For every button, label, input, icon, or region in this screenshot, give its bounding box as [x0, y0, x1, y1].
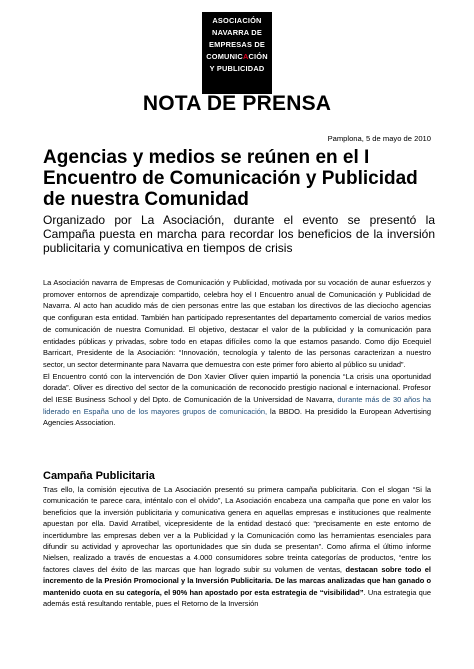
logo-line-4-b: CIÓN [248, 52, 268, 61]
release-date: Pamplona, 5 de mayo de 2010 [327, 134, 431, 143]
logo-line-3: EMPRESAS DE [209, 40, 265, 49]
ponencia-text-a: El Encuentro contó con la intervención de Don Xavier Oliver quien impartió la ponencia “La crisis una oportunidad dorada”. Oliver es directivo del sector de la comunicación de reconocido prestigio nacional e internacional. Profesor del IESE Business School y del Dpto. de Comunicación de la Universidad de Navarra, [43, 371, 431, 405]
logo-line-4-a: COMUNIC [206, 52, 243, 61]
headline: Agencias y medios se reúnen en el I Encuentro de Comunicación y Publicidad de nuestra Comunidad [43, 147, 418, 210]
logo-line-4 [202, 51, 272, 63]
subheadline: Organizado por La Asociación, durante el evento se presentó la Campaña puesta en marcha para recordar los beneficios de la inversión publicitaria y comunicativa en tiempos de crisis [43, 213, 435, 255]
logo-line-1: ASOCIACIÓN [212, 16, 262, 25]
body-campana [43, 484, 431, 609]
logo-line-5: Y PUBLICIDAD [209, 64, 265, 73]
body-intro [43, 277, 431, 429]
logo-accent-letter: A [242, 52, 249, 61]
press-release-title: NOTA DE PRENSA [142, 92, 332, 115]
campana-text-2: . Una estrategia que además está resultando rentable, pues el Retorno de la Inversión [43, 587, 431, 609]
campana-bold-text: destacan sobre todo el incremento de la Presión Promocional y la Inversión Publicitaria. De las marcas analizadas que han ganado o mantenido cuota en su categoría, el 90% han apostado por esta estrategia de “visibilidad” [43, 564, 431, 597]
paragraph-ponencia [43, 371, 431, 430]
ponencia-text-b: la BBDO. Ha presidido la European Advertising Agencies Association. [43, 406, 432, 428]
section-title-campana: Campaña Publicitaria [43, 470, 155, 482]
paragraph-encuentro: La Asociación navarra de Empresas de Comunicación y Publicidad, motivada por su vocación de aunar esfuerzos y promover entornos de aprendizaje compartido, celebra hoy el I Encuentro anual de Comunicación y Publicidad de Navarra. Al acto han acudido más de cien personas entre las que estaban los directivos de las dieciocho agencias que configuran esta entidad. También han participado representantes del departamento comercial de varios medios de comunicación de nuestra Comunidad. El objetivo, destacar el valor de la publicidad y la comunicación para entidades públicas y privadas, sobre todo en etapas difíciles como la que estamos pasando. Como dijo Ecequiel Barricart, Presidente de la Asociación: “Innovación, tecnología y talento de las personas caracterizan a nuestro sector, un sector determinante para Navarra que demuestra con este primer foro abierto al público su unidad”. [43, 278, 431, 369]
logo-line-2: NAVARRA DE [212, 28, 262, 37]
paragraph-campana [43, 484, 431, 609]
ponencia-highlight: durante más de 30 años ha liderado en España uno de los mayores grupos de comunicación, [43, 395, 431, 416]
asociacion-logo [202, 12, 272, 94]
campana-text-1: Tras ello, la comisión ejecutiva de La Asociación presentó su primera campaña publicitaria. Con el slogan “Si la comunicación te parece cara, inténtalo con el olvido”, La Asociación encabeza una campaña que pone en valor los beneficios que la inversión publicitaria y comunicativa genera en aquellas empresas e instituciones que realmente apuestan por ella. David Arratibel, vicepresidente de la entidad destacó que: “precisamente en este entorno de incertidumbre las empresas deben ver a la Publicidad y la Comunicación como las herramientas esenciales para difundir su actividad y aprovechar las oportunidades que sin duda se presentan”. Como afirma el último informe Nielsen, realizado a través de encuestas a 4.000 consumidores sobre treinta categorías de productos, “entre los factores claves del éxito de las marcas que han logrado subir su volumen de ventas, [43, 485, 431, 574]
